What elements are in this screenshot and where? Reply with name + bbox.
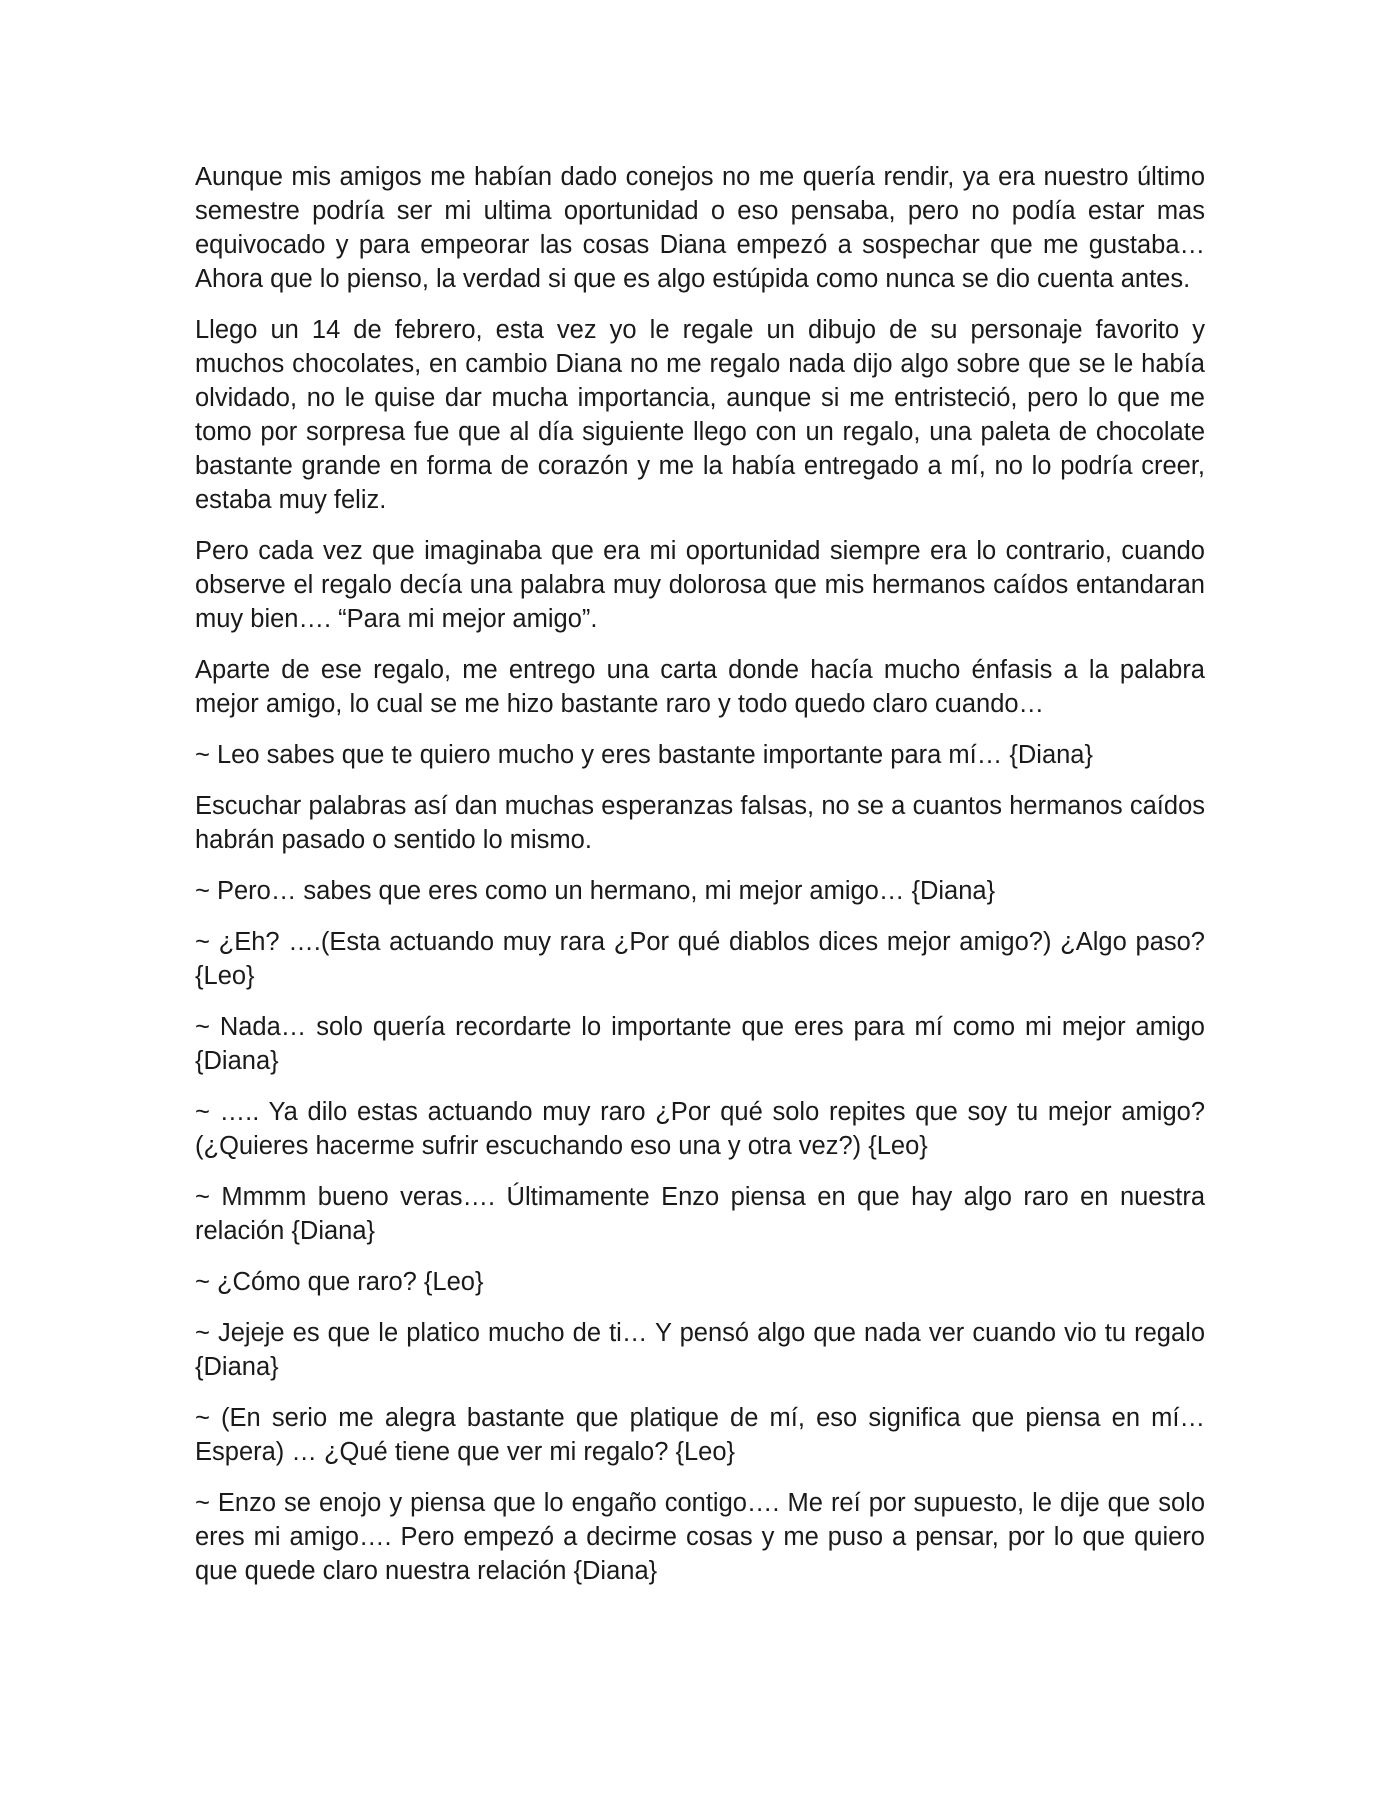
dialogue-line: ~ ¿Cómo que raro? {Leo} [195,1268,484,1296]
paragraph: Escuchar palabras así dan muchas esperanzas falsas, no se a cuantos hermanos caídos habrán pasado o sentido lo mismo. [195,792,1205,854]
dialogue-line: ~ (En serio me alegra bastante que platique de mí, eso significa que piensa en mí… Espera) … ¿Qué tiene que ver mi regalo? {Leo} [195,1404,1205,1466]
paragraph: Pero cada vez que imaginaba que era mi oportunidad siempre era lo contrario, cuando observe el regalo decía una palabra muy dolorosa que mis hermanos caídos entandaran muy bien…. “Para mi mejor amigo”. [195,537,1205,633]
dialogue-line: ~ Pero… sabes que eres como un hermano, mi mejor amigo… {Diana} [195,877,996,905]
paragraph: Aunque mis amigos me habían dado conejos no me quería rendir, ya era nuestro último semestre podría ser mi ultima oportunidad o eso pensaba, pero no podía estar mas equivocado y para empeorar las cosas Diana empezó a sospechar que me gustaba… Ahora que lo pienso, la verdad si que es algo estúpida como nunca se dio cuenta antes. [195,163,1205,293]
document-page [195,160,1205,1605]
paragraph: Aparte de ese regalo, me entrego una carta donde hacía mucho énfasis a la palabra mejor amigo, lo cual se me hizo bastante raro y todo quedo claro cuando… [195,656,1205,718]
paragraph: Llego un 14 de febrero, esta vez yo le regale un dibujo de su personaje favorito y muchos chocolates, en cambio Diana no me regalo nada dijo algo sobre que se le había olvidado, no le quise dar mucha importancia, aunque si me entristeció, pero lo que me tomo por sorpresa fue que al día siguiente llego con un regalo, una paleta de chocolate bastante grande en forma de corazón y me la había entregado a mí, no lo podría creer, estaba muy feliz. [195,316,1205,514]
dialogue-line: ~ Enzo se enojo y piensa que lo engaño contigo…. Me reí por supuesto, le dije que solo eres mi amigo…. Pero empezó a decirme cosas y me puso a pensar, por lo que quiero que quede claro nuestra relación {Diana} [195,1489,1205,1585]
dialogue-line: ~ Jejeje es que le platico mucho de ti… Y pensó algo que nada ver cuando vio tu regalo {Diana} [195,1319,1205,1381]
dialogue-line: ~ Leo sabes que te quiero mucho y eres bastante importante para mí… {Diana} [195,741,1094,769]
dialogue-line: ~ ….. Ya dilo estas actuando muy raro ¿Por qué solo repites que soy tu mejor amigo? (¿Quieres hacerme sufrir escuchando eso una y otra vez?) {Leo} [195,1098,1205,1160]
dialogue-line: ~ Nada… solo quería recordarte lo importante que eres para mí como mi mejor amigo {Diana} [195,1013,1205,1075]
dialogue-line: ~ ¿Eh? ….(Esta actuando muy rara ¿Por qué diablos dices mejor amigo?) ¿Algo paso? {Leo} [195,928,1205,990]
dialogue-line: ~ Mmmm bueno veras…. Últimamente Enzo piensa en que hay algo raro en nuestra relación {Diana} [195,1183,1205,1245]
